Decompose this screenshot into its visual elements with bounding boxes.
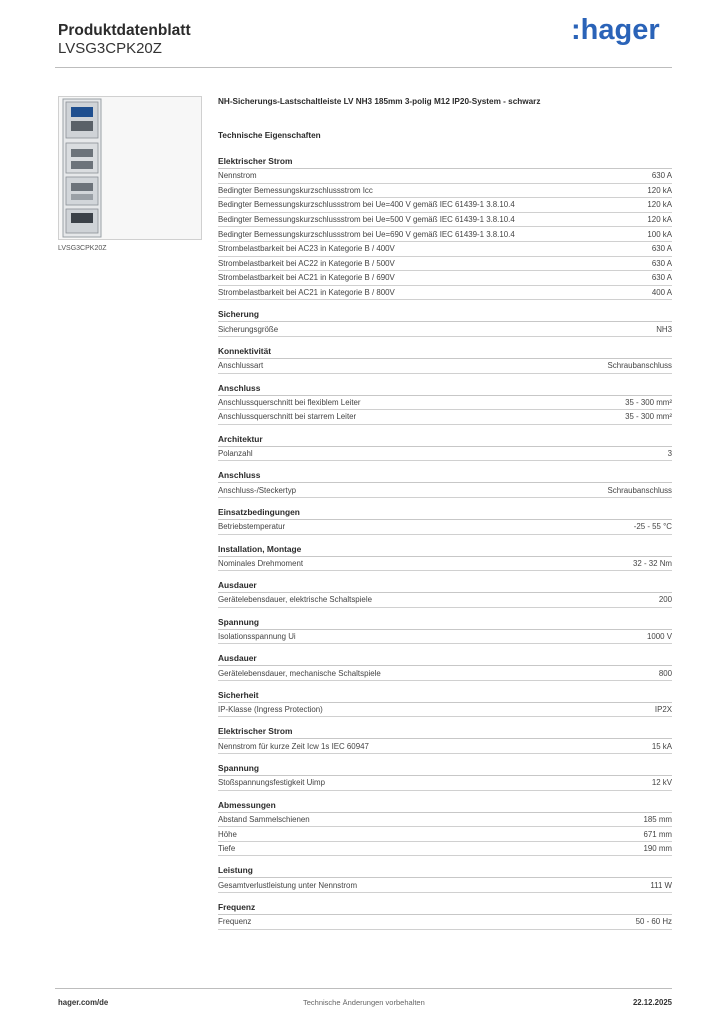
spec-section-title: Spannung (218, 763, 672, 776)
spec-row (218, 666, 672, 681)
spec-label: Betriebstemperatur (218, 522, 286, 532)
spec-label: Höhe (218, 829, 237, 839)
spec-label: Anschlussart (218, 361, 264, 371)
spec-value: 671 mm (643, 829, 672, 839)
spec-row (218, 827, 672, 842)
spec-section-title: Elektrischer Strom (218, 156, 672, 169)
spec-row (218, 703, 672, 718)
spec-row (218, 447, 672, 462)
spec-section-title: Installation, Montage (218, 544, 672, 557)
spec-section (218, 902, 672, 930)
spec-label: Gesamtverlustleistung unter Nennstrom (218, 880, 358, 890)
spec-row (218, 483, 672, 498)
spec-row (218, 776, 672, 791)
spec-section (218, 865, 672, 893)
spec-label: Tiefe (218, 844, 236, 854)
spec-section-title: Konnektivität (218, 346, 672, 359)
spec-value: 120 kA (647, 200, 672, 210)
spec-value: Schraubanschluss (607, 361, 672, 371)
spec-row (218, 286, 672, 301)
spec-value: 630 A (651, 273, 672, 283)
spec-section-title: Elektrischer Strom (218, 726, 672, 739)
spec-section (218, 470, 672, 498)
spec-label: Abstand Sammelschienen (218, 814, 310, 824)
spec-label: Frequenz (218, 917, 252, 927)
spec-label: Anschluss-/Steckertyp (218, 485, 297, 495)
spec-section (218, 383, 672, 425)
spec-row (218, 813, 672, 828)
spec-row (218, 213, 672, 228)
spec-section (218, 617, 672, 645)
spec-value: 120 kA (647, 185, 672, 195)
product-image-caption: LVSG3CPK20Z (58, 245, 107, 252)
spec-value: NH3 (656, 324, 672, 334)
spec-row (218, 842, 672, 857)
page-title: Produktdatenblatt (58, 22, 191, 39)
spec-label: Gerätelebensdauer, elektrische Schaltspiele (218, 595, 372, 605)
product-image (58, 96, 202, 240)
spec-section (218, 726, 672, 754)
spec-section (218, 346, 672, 374)
spec-value: 100 kA (647, 229, 672, 239)
spec-value: 185 mm (643, 814, 672, 824)
spec-section (218, 156, 672, 300)
spec-label: Stoßspannungsfestigkeit Uimp (218, 778, 326, 788)
spec-section (218, 763, 672, 791)
spec-value: 12 kV (651, 778, 672, 788)
spec-row (218, 739, 672, 754)
logo-text: :hager (571, 14, 660, 46)
hager-logo (571, 13, 661, 47)
spec-value: 50 - 60 Hz (635, 917, 672, 927)
spec-value: 35 - 300 mm² (625, 412, 672, 422)
spec-label: Anschlussquerschnitt bei flexiblem Leiter (218, 397, 361, 407)
product-code: LVSG3CPK20Z (58, 40, 162, 57)
spec-label: Sicherungsgröße (218, 324, 279, 334)
spec-row (218, 410, 672, 425)
spec-label: IP-Klasse (Ingress Protection) (218, 705, 323, 715)
spec-value: 1000 V (646, 631, 672, 641)
spec-value: 630 A (651, 244, 672, 254)
spec-label: Gerätelebensdauer, mechanische Schaltspiele (218, 668, 381, 678)
spec-value: 200 (658, 595, 672, 605)
spec-row (218, 557, 672, 572)
spec-value: 3 (667, 449, 672, 459)
spec-row (218, 630, 672, 645)
spec-row (218, 915, 672, 930)
fuse-switch-icon (59, 97, 201, 239)
spec-row (218, 184, 672, 199)
spec-section-title: Spannung (218, 617, 672, 630)
spec-row (218, 878, 672, 893)
spec-value: 35 - 300 mm² (625, 397, 672, 407)
spec-row (218, 271, 672, 286)
footer-notice: Technische Änderungen vorbehalten (303, 998, 425, 1007)
spec-section-title: Architektur (218, 434, 672, 447)
spec-section-title: Frequenz (218, 902, 672, 915)
spec-value: 120 kA (647, 215, 672, 225)
product-description: NH-Sicherungs-Lastschaltleiste LV NH3 185mm 3-polig M12 IP20-System - schwarz (218, 97, 541, 106)
spec-label: Anschlussquerschnitt bei starrem Leiter (218, 412, 357, 422)
spec-label: Strombelastbarkeit bei AC21 in Kategorie B / 800V (218, 288, 395, 298)
footer-date: 22.12.2025 (632, 998, 672, 1007)
spec-section (218, 544, 672, 572)
spec-label: Strombelastbarkeit bei AC23 in Kategorie B / 400V (218, 244, 395, 254)
spec-label: Strombelastbarkeit bei AC22 in Kategorie B / 500V (218, 258, 395, 268)
spec-value: 400 A (651, 288, 672, 298)
spec-label: Bedingter Bemessungskurzschlussstrom bei Ue=500 V gemäß IEC 61439-1 3.8.10.4 (218, 215, 515, 225)
spec-section (218, 434, 672, 462)
technical-properties-heading: Technische Eigenschaften (218, 131, 321, 140)
spec-section (218, 653, 672, 681)
spec-value: 630 A (651, 171, 672, 181)
footer-website-link[interactable]: hager.com/de (58, 998, 109, 1007)
spec-section (218, 580, 672, 608)
spec-row (218, 593, 672, 608)
spec-section (218, 800, 672, 857)
spec-row (218, 322, 672, 337)
spec-section-title: Anschluss (218, 383, 672, 396)
spec-row (218, 396, 672, 411)
spec-value: 800 (658, 668, 672, 678)
spec-row (218, 169, 672, 184)
spec-value: 111 W (650, 880, 672, 890)
specifications-table (218, 156, 672, 939)
spec-section-title: Abmessungen (218, 800, 672, 813)
footer-divider (55, 988, 672, 989)
spec-label: Bedingter Bemessungskurzschlussstrom bei Ue=690 V gemäß IEC 61439-1 3.8.10.4 (218, 229, 515, 239)
spec-section-title: Leistung (218, 865, 672, 878)
spec-section-title: Sicherung (218, 309, 672, 322)
spec-label: Isolationsspannung Ui (218, 631, 296, 641)
spec-row (218, 257, 672, 272)
spec-section-title: Ausdauer (218, 653, 672, 666)
spec-label: Strombelastbarkeit bei AC21 in Kategorie B / 690V (218, 273, 395, 283)
spec-row (218, 198, 672, 213)
spec-section-title: Ausdauer (218, 580, 672, 593)
spec-label: Bedingter Bemessungskurzschlussstrom Icc (218, 185, 373, 195)
header-divider (55, 67, 672, 68)
spec-row (218, 227, 672, 242)
spec-section-title: Sicherheit (218, 690, 672, 703)
spec-section-title: Einsatzbedingungen (218, 507, 672, 520)
spec-value: 32 - 32 Nm (632, 558, 672, 568)
spec-value: 190 mm (643, 844, 672, 854)
spec-row (218, 359, 672, 374)
spec-section-title: Anschluss (218, 470, 672, 483)
spec-section (218, 690, 672, 718)
spec-value: IP2X (654, 705, 672, 715)
spec-section (218, 507, 672, 535)
spec-row (218, 520, 672, 535)
spec-value: 630 A (651, 258, 672, 268)
spec-row (218, 242, 672, 257)
spec-value: Schraubanschluss (607, 485, 672, 495)
spec-value: 15 kA (651, 741, 672, 751)
spec-label: Nennstrom (218, 171, 257, 181)
spec-section (218, 309, 672, 337)
spec-label: Nennstrom für kurze Zeit Icw 1s IEC 60947 (218, 741, 369, 751)
spec-value: -25 - 55 °C (633, 522, 672, 532)
spec-label: Bedingter Bemessungskurzschlussstrom bei Ue=400 V gemäß IEC 61439-1 3.8.10.4 (218, 200, 515, 210)
spec-label: Polanzahl (218, 449, 253, 459)
spec-label: Nominales Drehmoment (218, 558, 304, 568)
